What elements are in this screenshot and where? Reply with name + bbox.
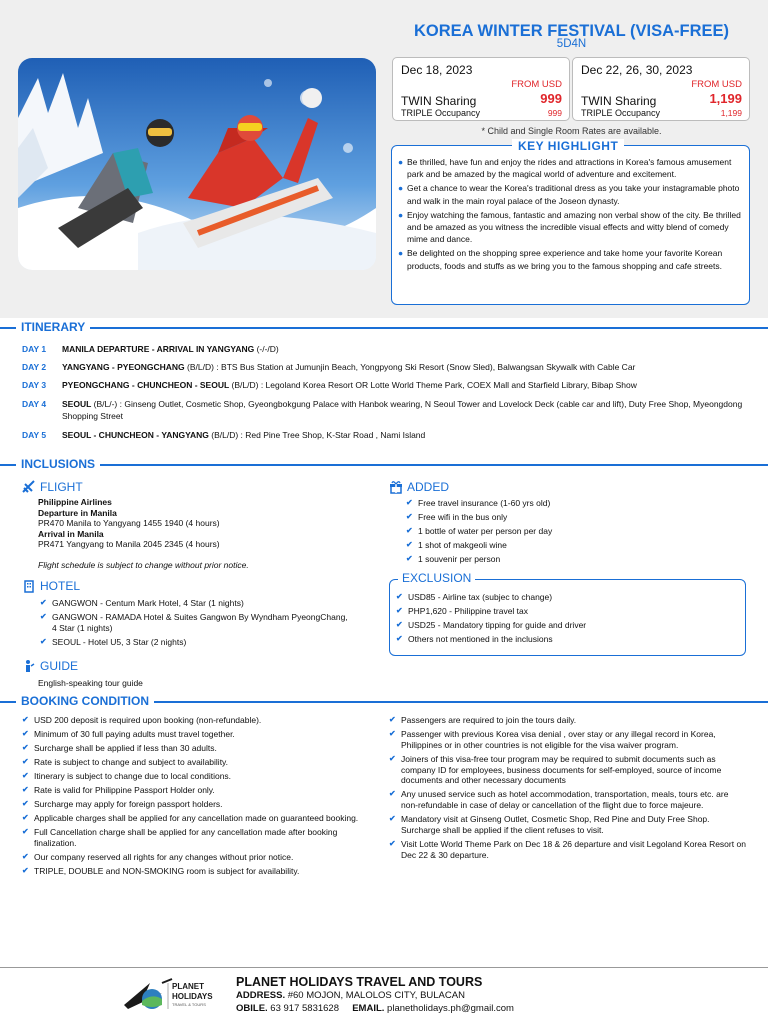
twin-price: 999	[540, 91, 562, 106]
check-icon: ✔	[22, 851, 29, 861]
list-item: ✔ Minimum of 30 full paying adults must travel together.	[22, 728, 235, 739]
check-icon: ✔	[389, 814, 396, 824]
guide-icon	[22, 659, 36, 673]
price-date: Dec 22, 26, 30, 2023	[581, 63, 693, 77]
bullet-icon: ●	[398, 183, 404, 194]
list-item: ● Enjoy watching the famous, fantastic and amazing non verbal show of the city. Be thrilled and be amazed as you witness the incredible visual effects and witty blend of comedy mime and dance.	[398, 209, 741, 245]
check-icon: ✔	[389, 728, 396, 738]
company-contact: OBILE. 63 917 5831628 EMAIL. planetholidays.ph@gmail.com	[236, 1003, 514, 1014]
company-logo	[122, 975, 232, 1015]
list-item: ✔ 1 souvenir per person	[406, 553, 501, 564]
check-icon: ✔	[22, 756, 29, 766]
hotel-heading: HOTEL	[22, 579, 80, 593]
list-item: ✔ 1 bottle of water per person per day	[406, 525, 553, 536]
check-icon: ✔	[22, 715, 29, 724]
svg-text:PLANET: PLANET	[172, 982, 204, 991]
list-item: ✔ Surcharge shall be applied if less than 30 adults.	[22, 742, 217, 753]
price-from-label: FROM USD	[691, 79, 742, 90]
exclusion-list	[394, 592, 734, 648]
list-item: ✔ Visit Lotte World Theme Park on Dec 18 & 26 departure and visit Legoland Korea Resort on Dec 22 & 30 departure.	[389, 838, 746, 860]
exclusion-box	[389, 571, 746, 656]
svg-text:HOLIDAYS: HOLIDAYS	[172, 992, 213, 1001]
list-item: ✔ Full Cancellation charge shall be applied for any cancellation made after booking finalization.	[22, 826, 338, 848]
tour-duration: 5D4N	[556, 38, 587, 50]
check-icon: ✔	[406, 539, 413, 549]
list-item: ✔ Others not mentioned in the inclusions	[396, 633, 553, 644]
list-item: ✔ Rate is subject to change and subject to availability.	[22, 756, 229, 767]
check-icon: ✔	[389, 789, 396, 799]
check-icon: ✔	[406, 553, 413, 563]
check-icon: ✔	[396, 592, 403, 601]
price-card-dec22	[572, 57, 750, 121]
list-item: ✔ GANGWON - RAMADA Hotel & Suites Gangwon By Wyndham PyeongChang, 4 Star (1 nights)	[40, 611, 348, 633]
flight-note: Flight schedule is subject to change without prior notice.	[38, 560, 249, 570]
bullet-icon: ●	[398, 157, 404, 167]
svg-text:TRAVEL & TOURS: TRAVEL & TOURS	[172, 1002, 206, 1007]
hotel-list	[38, 598, 348, 651]
list-item: ✔ USD25 - Mandatory tipping for guide and driver	[396, 619, 587, 630]
list-item: ✔ Free wifi in the bus only	[406, 511, 508, 522]
list-item: ● Be delighted on the shopping spree experience and take home your favorite Korean products, foods and stuffs as we bring you to the famous shopping and cafe streets.	[398, 248, 723, 271]
check-icon: ✔	[396, 605, 403, 615]
twin-label: TWIN Sharing	[581, 94, 657, 108]
itinerary-divider	[0, 327, 768, 329]
child-rates-note: * Child and Single Room Rates are available.	[481, 126, 662, 136]
check-icon: ✔	[40, 598, 47, 607]
list-item: ✔ USD 200 deposit is required upon booking (non-refundable).	[22, 715, 262, 725]
check-icon: ✔	[406, 498, 413, 507]
tour-title: KOREA WINTER FESTIVAL (VISA-FREE)	[413, 22, 730, 40]
list-item: ● Be thrilled, have fun and enjoy the rides and attractions in Korea's famous amusement park and be amazed by the magical world of adventure and excitement.	[398, 157, 732, 180]
list-item: ✔ TRIPLE, DOUBLE and NON-SMOKING room is subject for availability.	[22, 865, 300, 876]
list-item: ● Get a chance to wear the Korea's traditional dress as you take your instagramable photo and walk in the main royal palace of the Joseon dynasty.	[398, 183, 740, 206]
list-item: ✔ 1 shot of makgeoli wine	[406, 539, 507, 550]
gift-icon	[389, 480, 403, 494]
flight-details: Philippine Airlines Departure in Manila PR470 Manila to Yangyang 1455 1940 (4 hours) Arrival in Manila PR471 Yangyang to Manila 2045 2345 (4 hours)	[38, 497, 220, 549]
check-icon: ✔	[22, 798, 29, 808]
guide-heading: GUIDE	[22, 659, 78, 673]
list-item: ✔ Mandatory visit at Ginseng Outlet, Cosmetic Shop, Red Pine and Duty Free Shop. Surcharge shall be applied if the client refuses to visit.	[389, 814, 710, 835]
list-item: ✔ USD85 - Airline tax (subjec to change)	[396, 592, 553, 602]
key-highlight-title: KEY HIGHLIGHT	[512, 139, 624, 153]
check-icon: ✔	[389, 753, 396, 763]
inclusions-title: INCLUSIONS	[16, 457, 100, 471]
check-icon: ✔	[22, 826, 29, 836]
price-card-dec18	[392, 57, 570, 121]
twin-label: TWIN Sharing	[401, 94, 477, 108]
list-item: ✔ Rate is valid for Philippine Passport Holder only.	[22, 784, 215, 795]
list-item: ✔ Surcharge may apply for foreign passport holders.	[22, 798, 223, 809]
exclusion-title: EXCLUSION	[398, 571, 475, 585]
triple-price: 1,199	[720, 108, 742, 118]
price-from-label: FROM USD	[511, 79, 562, 90]
footer-divider	[0, 967, 768, 968]
check-icon: ✔	[396, 619, 403, 629]
airplane-icon	[22, 480, 36, 494]
check-icon: ✔	[40, 636, 47, 646]
list-item: ✔ Our company reserved all rights for any changes without prior notice.	[22, 851, 294, 862]
booking-list-left	[20, 715, 375, 880]
check-icon: ✔	[22, 865, 29, 875]
list-item: ✔ Free travel insurance (1-60 yrs old)	[406, 498, 551, 508]
list-item: ✔ Joiners of this visa-free tour program may be required to submit documents such as company ID for employees, business documents for self-employed, source of income documents and other necessary documents	[389, 753, 722, 786]
check-icon: ✔	[389, 715, 396, 724]
price-date: Dec 18, 2023	[401, 63, 473, 77]
check-icon: ✔	[22, 784, 29, 794]
list-item: ✔ Any unused service such as hotel accommodation, transportation, meals, tours etc. are non-refundable in case of delay or cancellation of the flight due to force majeure.	[389, 789, 729, 811]
check-icon: ✔	[40, 611, 47, 621]
check-icon: ✔	[389, 838, 396, 848]
added-list	[404, 498, 734, 568]
inclusions-divider	[0, 464, 768, 466]
triple-label: TRIPLE Occupancy	[581, 108, 661, 118]
guide-text: English-speaking tour guide	[38, 678, 143, 688]
booking-title: BOOKING CONDITION	[16, 694, 154, 708]
key-highlight-box	[391, 139, 750, 305]
check-icon: ✔	[22, 770, 29, 780]
booking-list-right	[387, 715, 747, 864]
company-name: PLANET HOLIDAYS TRAVEL AND TOURS	[236, 975, 483, 989]
list-item: ✔ Itinerary is subject to change due to local conditions.	[22, 770, 232, 781]
company-address: ADDRESS. #60 MOJON, MALOLOS CITY, BULACAN	[236, 990, 465, 1001]
hotel-icon	[22, 579, 36, 593]
twin-price: 1,199	[709, 91, 742, 106]
key-highlight-list	[398, 156, 743, 274]
list-item: ✔ PHP1,620 - Philippine travel tax	[396, 605, 529, 616]
check-icon: ✔	[22, 812, 29, 822]
triple-label: TRIPLE Occupancy	[401, 108, 481, 118]
bullet-icon: ●	[398, 248, 404, 259]
check-icon: ✔	[22, 742, 29, 752]
list-item: ✔ Passenger with previous Korea visa denial , over stay or any illegal record in Korea, Philippines or in other countries is not eligible for the visa waiver program.	[389, 728, 716, 750]
flight-heading: FLIGHT	[22, 480, 83, 494]
check-icon: ✔	[22, 728, 29, 738]
list-item: ✔ Applicable charges shall be applied for any cancellation made on guaranteed booking.	[22, 812, 359, 823]
hero-photo	[18, 58, 376, 270]
check-icon: ✔	[396, 633, 403, 643]
list-item: ✔ SEOUL - Hotel U5, 3 Star (2 nights)	[40, 636, 187, 647]
added-heading: ADDED	[389, 480, 449, 494]
itinerary-title: ITINERARY	[16, 320, 90, 334]
triple-price: 999	[547, 108, 562, 118]
list-item: ✔ Passengers are required to join the tours daily.	[389, 715, 577, 725]
check-icon: ✔	[406, 511, 413, 521]
bullet-icon: ●	[398, 209, 404, 220]
check-icon: ✔	[406, 525, 413, 535]
list-item: ✔ GANGWON - Centum Mark Hotel, 4 Star (1 nights)	[40, 598, 244, 608]
